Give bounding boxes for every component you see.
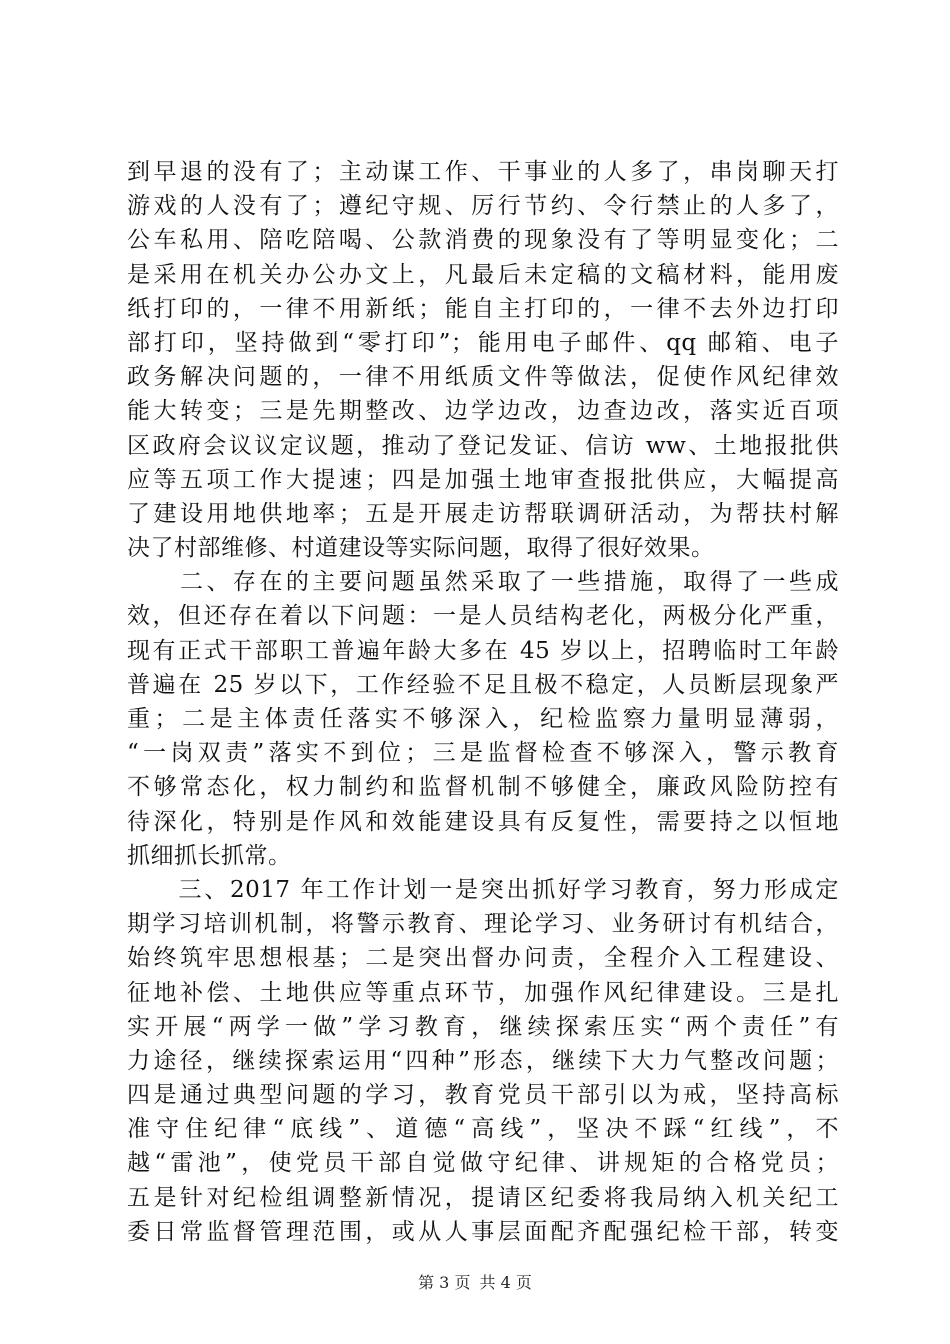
text-line: 抓细抓长抓常。	[127, 842, 292, 869]
text-line: 纸打印的，一律不用新纸；能自主打印的，一律不去外边打印	[127, 295, 839, 322]
text-line: 重；二是主体责任落实不够深入，纪检监察力量明显薄弱，	[127, 706, 839, 732]
text-line: 现有正式干部职工普遍年龄大多在 45 岁以上，招聘临时工年龄	[127, 637, 839, 664]
text-line: 决了村部维修、村道建设等实际问题，取得了很好效果。	[127, 535, 715, 562]
text-line: 应等五项工作大提速；四是加强土地审查报批供应，大幅提高	[127, 466, 839, 493]
text-line: 政务解决问题的，一律不用纸质文件等做法，促使作风纪律效	[127, 364, 839, 391]
text-line: 部打印，坚持做到“零打印”；能用电子邮件、qq 邮箱、电子	[127, 329, 839, 356]
text-line: 期学习培训机制，将警示教育、理论学习、业务研讨有机结合，	[127, 911, 839, 938]
text-line: 越“雷池”，使党员干部自觉做守纪律、讲规矩的合格党员；	[127, 1150, 839, 1177]
text-line: 区政府会议议定议题，推动了登记发证、信访 ww、土地报批供	[127, 432, 839, 459]
document-body	[127, 155, 839, 1249]
text-line: 五是针对纪检组调整新情况，提请区纪委将我局纳入机关纪工	[127, 1184, 839, 1211]
text-line: “一岗双责”落实不到位；三是监督检查不够深入，警示教育	[127, 740, 839, 767]
text-line: 三、2017 年工作计划一是突出抓好学习教育，努力形成定	[127, 876, 839, 903]
text-line: 游戏的人没有了；遵纪守规、厉行节约、令行禁止的人多了，	[127, 193, 839, 220]
text-line: 实开展“两学一做”学习教育，继续探索压实“两个责任”有	[127, 1013, 839, 1040]
text-line: 效，但还存在着以下问题：一是人员结构老化，两极分化严重，	[127, 603, 839, 630]
text-line: 公车私用、陪吃陪喝、公款消费的现象没有了等明显变化；二	[127, 227, 839, 254]
page-footer	[0, 1270, 950, 1293]
text-line: 始终筑牢思想根基；二是突出督办问责，全程介入工程建设、	[127, 945, 839, 972]
text-line: 征地补偿、土地供应等重点环节，加强作风纪律建设。三是扎	[127, 979, 839, 1006]
text-line: 委日常监督管理范围，或从人事层面配齐配强纪检干部，转变	[127, 1218, 839, 1245]
text-line: 力途径，继续探索运用“四种”形态，继续下大力气整改问题；	[127, 1047, 839, 1074]
text-line: 到早退的没有了；主动谋工作、干事业的人多了，串岗聊天打	[127, 159, 839, 185]
text-line: 普遍在 25 岁以下，工作经验不足且极不稳定，人员断层现象严	[127, 671, 839, 698]
text-line: 了建设用地供地率；五是开展走访帮联调研活动，为帮扶村解	[127, 500, 839, 527]
text-line: 不够常态化，权力制约和监督机制不够健全，廉政风险防控有	[127, 774, 839, 801]
text-line: 准守住纪律“底线”、道德“高线”，坚决不踩“红线”，不	[127, 1116, 839, 1143]
text-line: 四是通过典型问题的学习，教育党员干部引以为戒，坚持高标	[127, 1082, 839, 1109]
text-line: 二、存在的主要问题虽然采取了一些措施，取得了一些成	[127, 569, 839, 596]
text-line: 是采用在机关办公办文上，凡最后未定稿的文稿材料，能用废	[127, 261, 839, 288]
page-total: 共 4 页	[479, 1273, 532, 1292]
text-line: 能大转变；三是先期整改、边学边改，边查边改，落实近百项	[127, 398, 839, 425]
text-line: 待深化，特别是作风和效能建设具有反复性，需要持之以恒地	[127, 808, 839, 835]
page-number: 第 3 页	[418, 1273, 471, 1292]
